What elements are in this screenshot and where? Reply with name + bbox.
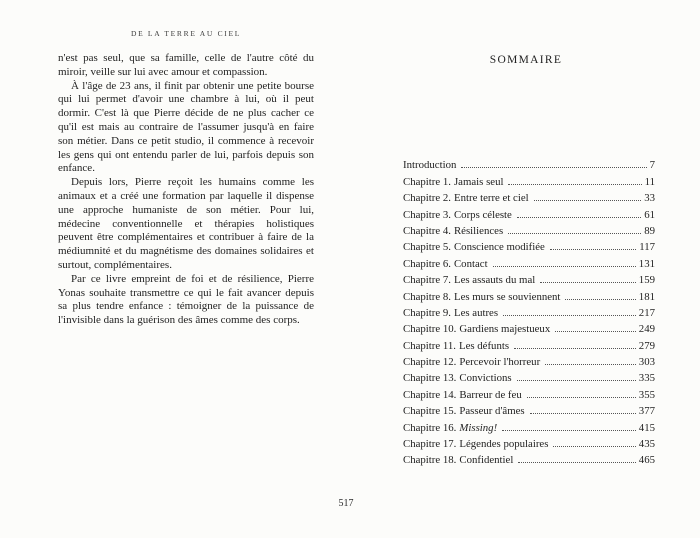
toc-entry-prefix: Chapitre 12.	[403, 356, 457, 369]
toc-page-number: 249	[638, 323, 655, 336]
toc-entry	[403, 253, 655, 269]
toc-dotted-leader	[514, 348, 636, 349]
toc-entry-title: Convictions	[459, 372, 512, 385]
toc-entry-label	[403, 372, 512, 384]
toc-entry-label	[403, 176, 503, 188]
toc-entry-title: Corps céleste	[453, 208, 512, 221]
toc-entry-prefix: Chapitre 5.	[403, 241, 451, 254]
toc-entry	[403, 221, 655, 237]
toc-entry-prefix: Chapitre 2.	[403, 192, 451, 205]
toc-entry-prefix: Chapitre 18.	[403, 454, 457, 467]
toc-entry	[403, 434, 655, 450]
toc-page-number: 435	[638, 438, 655, 451]
toc-page-number: 89	[644, 224, 655, 237]
toc-dotted-leader	[503, 315, 636, 316]
toc-entry	[403, 384, 655, 400]
table-of-contents	[403, 155, 655, 466]
toc-entry-title: Entre terre et ciel	[453, 192, 529, 205]
toc-entry-label	[403, 323, 550, 335]
toc-entry-title: Résiliences	[453, 224, 504, 237]
toc-entry-prefix: Chapitre 16.	[403, 421, 457, 434]
toc-entry-title: Missing!	[459, 421, 498, 434]
toc-entry-prefix: Introduction	[403, 159, 457, 172]
toc-entry-prefix: Chapitre 15.	[403, 405, 457, 418]
toc-page-number: 335	[638, 372, 655, 385]
toc-entry	[403, 171, 655, 187]
toc-entry-label	[403, 159, 456, 171]
left-page-body	[58, 52, 314, 328]
paragraph: À l'âge de 23 ans, il finit par obtenir une petite bourse qui lui permet d'avoir une chambre à lui, où il peut dormir. C'est là que Pierre décide de ne plus cacher ce qu'il est mais au contraire de l'assumer jusqu'à en faire son métier. Dans ce petit studio, il commence à recevoir les gens qui ont entendu parler de lui, parfois depuis son enfance.	[58, 79, 314, 175]
toc-entry	[403, 303, 655, 319]
toc-entry-label	[403, 389, 522, 401]
toc-entry-label	[403, 422, 497, 434]
toc-dotted-leader	[553, 446, 635, 447]
toc-page-number: 61	[644, 208, 655, 221]
toc-entry-label	[403, 258, 488, 270]
toc-entry	[403, 286, 655, 302]
toc-entry-label	[403, 356, 540, 368]
toc-page-number: 33	[644, 192, 655, 205]
toc-entry-prefix: Chapitre 13.	[403, 372, 457, 385]
toc-page-number: 117	[639, 241, 655, 254]
toc-entry-title: Gardiens majestueux	[459, 323, 551, 336]
toc-dotted-leader	[545, 364, 636, 365]
toc-entry	[403, 352, 655, 368]
toc-dotted-leader	[518, 462, 635, 463]
toc-entry	[403, 237, 655, 253]
toc-entry	[403, 368, 655, 384]
toc-entry	[403, 155, 655, 171]
toc-entry-prefix: Chapitre 3.	[403, 208, 451, 221]
toc-page-number: 159	[638, 274, 655, 287]
toc-entry-label	[403, 405, 525, 417]
toc-page-number: 131	[638, 257, 655, 270]
toc-entry-label	[403, 307, 498, 319]
toc-entry-label	[403, 438, 548, 450]
toc-entry-title: Conscience modifiée	[453, 241, 545, 254]
toc-entry	[403, 335, 655, 351]
toc-page-number: 377	[638, 405, 655, 418]
page-number: 517	[338, 498, 354, 509]
toc-entry-title: Confidentiel	[459, 454, 514, 467]
running-head: DE LA TERRE AU CIEL	[130, 29, 242, 38]
toc-dotted-leader	[555, 331, 636, 332]
toc-entry-prefix: Chapitre 4.	[403, 224, 451, 237]
toc-page-number: 11	[644, 175, 655, 188]
toc-dotted-leader	[565, 299, 635, 300]
toc-entry-title: Les assauts du mal	[453, 274, 536, 287]
toc-entry	[403, 270, 655, 286]
toc-entry-title: Contact	[453, 257, 488, 270]
toc-dotted-leader	[493, 266, 636, 267]
toc-dotted-leader	[517, 217, 641, 218]
toc-page-number: 355	[638, 388, 655, 401]
toc-dotted-leader	[530, 413, 636, 414]
toc-entry-title: Les défunts	[458, 339, 510, 352]
toc-entry-prefix: Chapitre 17.	[403, 438, 457, 451]
toc-entry-label	[403, 225, 503, 237]
toc-dotted-leader	[461, 167, 646, 168]
toc-page-number: 181	[638, 290, 655, 303]
toc-entry-prefix: Chapitre 6.	[403, 257, 451, 270]
toc-page-number: 7	[649, 159, 655, 172]
toc-entry-title: Les autres	[453, 306, 499, 319]
toc-dotted-leader	[527, 397, 636, 398]
toc-entry	[403, 204, 655, 220]
toc-entry-title: Jamais seul	[453, 175, 504, 188]
toc-dotted-leader	[508, 233, 641, 234]
toc-entry	[403, 319, 655, 335]
toc-entry-prefix: Chapitre 10.	[403, 323, 457, 336]
toc-entry-prefix: Chapitre 1.	[403, 175, 451, 188]
toc-entry-label	[403, 209, 512, 221]
toc-page-number: 217	[638, 306, 655, 319]
paragraph: Par ce livre empreint de foi et de résilience, Pierre Yonas souhaite transmettre ce qui le fait avancer depuis sa plus tendre enfance : témoigner de la puissance de l'invisible dans la guérison des âmes comme des corps.	[58, 272, 314, 327]
sommaire-heading: SOMMAIRE	[489, 54, 563, 66]
toc-page-number: 415	[638, 421, 655, 434]
toc-dotted-leader	[517, 380, 636, 381]
toc-entry	[403, 401, 655, 417]
toc-entry-prefix: Chapitre 8.	[403, 290, 451, 303]
toc-entry	[403, 450, 655, 466]
toc-entry-title: Barreur de feu	[459, 388, 522, 401]
toc-entry-title: Passeur d'âmes	[459, 405, 525, 418]
toc-dotted-leader	[550, 249, 636, 250]
toc-entry-prefix: Chapitre 14.	[403, 388, 457, 401]
paragraph: Depuis lors, Pierre reçoit les humains comme les animaux et a créé une formation par laquelle il dispense une approche humaniste de son métier. Pour lui, médecine conventionnelle et thérapies holistiques peuvent être complémentaires et contribuer à faire de la médiumnité et du magnétisme des domaines solidaires et surtout, complémentaires.	[58, 176, 314, 271]
toc-page-number: 465	[638, 454, 655, 467]
toc-entry-label	[403, 340, 509, 352]
toc-entry-label	[403, 274, 535, 286]
paragraph: n'est pas seul, que sa famille, celle de l'autre côté du miroir, veille sur lui avec amour et compassion.	[58, 52, 314, 78]
toc-entry-label	[403, 291, 560, 303]
toc-entry-label	[403, 241, 545, 253]
toc-dotted-leader	[534, 200, 642, 201]
toc-entry	[403, 188, 655, 204]
toc-entry-label	[403, 192, 529, 204]
toc-page-number: 279	[638, 339, 655, 352]
toc-entry-prefix: Chapitre 7.	[403, 274, 451, 287]
toc-entry-prefix: Chapitre 9.	[403, 306, 451, 319]
toc-entry-prefix: Chapitre 11.	[403, 339, 456, 352]
toc-dotted-leader	[502, 430, 636, 431]
toc-entry-title: Percevoir l'horreur	[459, 356, 541, 369]
toc-entry	[403, 417, 655, 433]
toc-dotted-leader	[540, 282, 636, 283]
toc-entry-title: Les murs se souviennent	[453, 290, 561, 303]
toc-dotted-leader	[508, 184, 641, 185]
toc-page-number: 303	[638, 356, 655, 369]
toc-entry-label	[403, 454, 513, 466]
toc-entry-title: Légendes populaires	[459, 438, 549, 451]
